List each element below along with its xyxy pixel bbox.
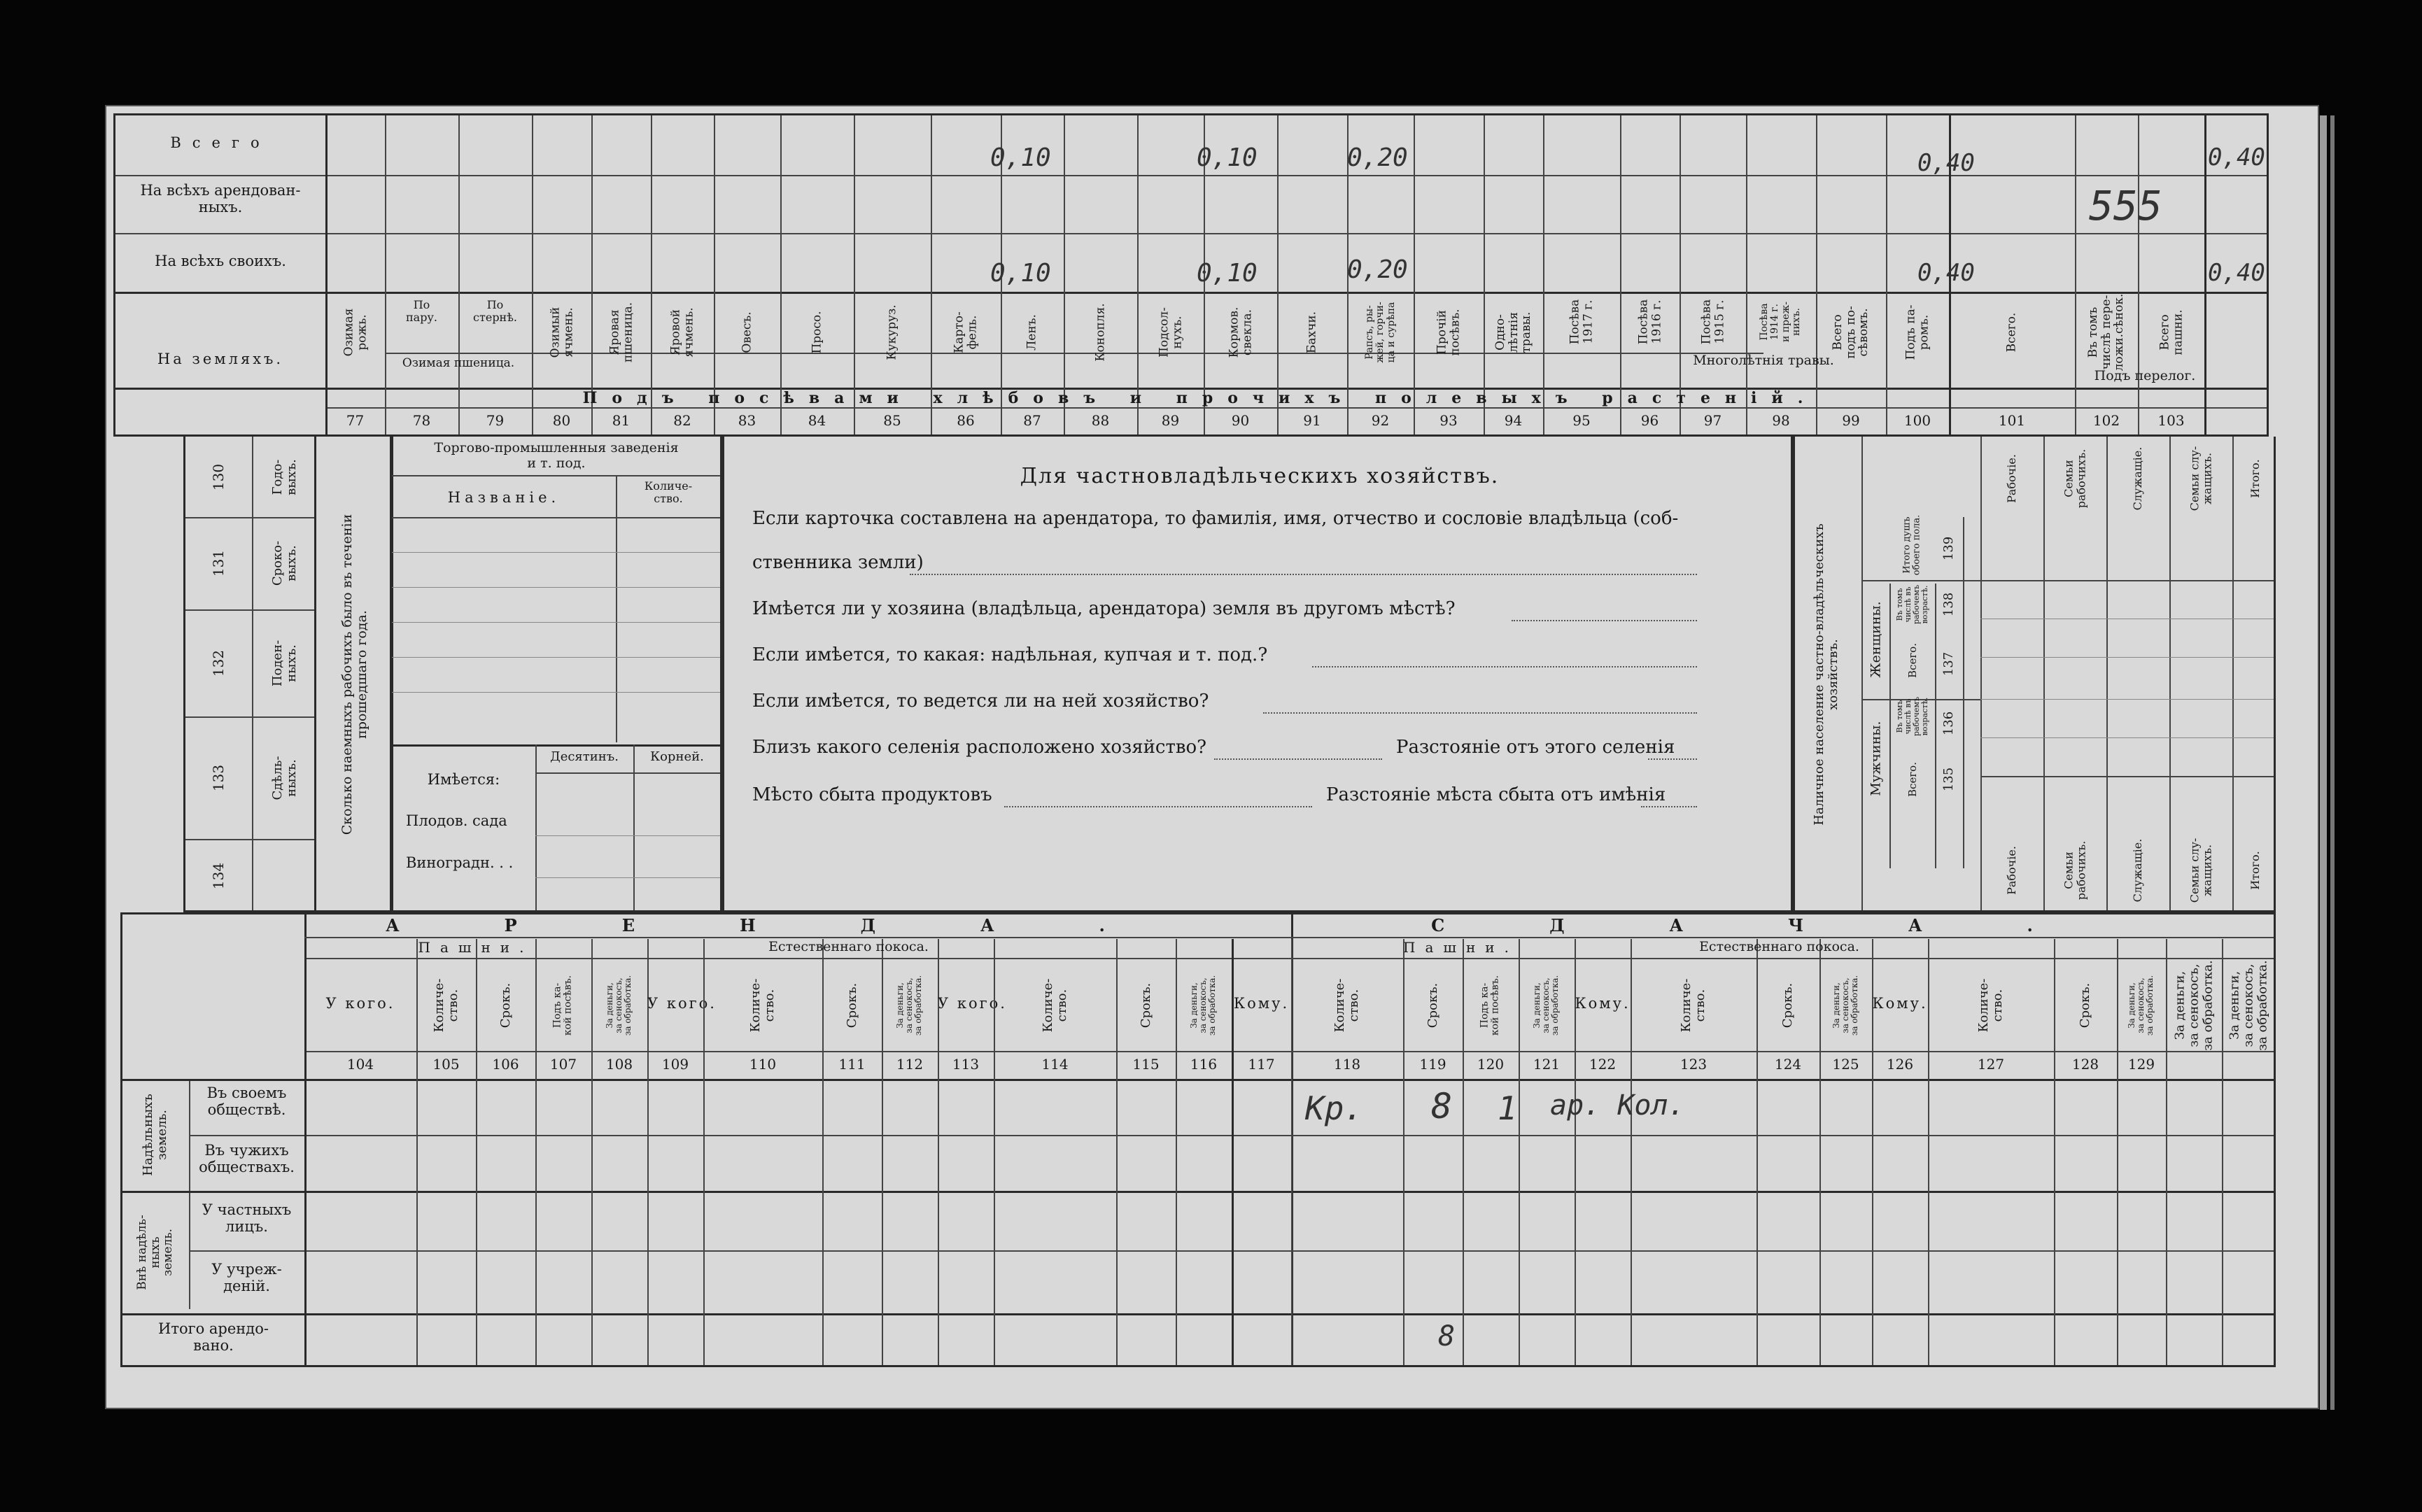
lease-num-118: 118 [1333, 1056, 1361, 1073]
hw-flax-own: 0,10 [1197, 259, 1258, 288]
col-label-100: Подъ па- ромъ. [1903, 304, 1931, 360]
row-private-persons: У частныхъ лицъ. [202, 1201, 292, 1236]
col-num-77: 77 [346, 412, 365, 429]
workers-block [183, 437, 316, 912]
col-num-79: 79 [486, 412, 505, 429]
worker-col-label-132: Поден- ныхъ. [270, 640, 299, 686]
q-village: Близъ какого селенія расположено хозяйство? [752, 737, 1207, 758]
col-label-78: По пару. [406, 298, 437, 325]
hw-komu: Кр. [1305, 1089, 1364, 1127]
col-num-95: 95 [1572, 412, 1591, 429]
hw-melons-own: 0,20 [1347, 255, 1408, 284]
col-num-96: 96 [1640, 412, 1659, 429]
page-edge-2 [2330, 115, 2335, 1410]
men-working-label: Въ томъ числѣ въ рабочемъ возрастѣ. [1894, 696, 1930, 737]
pokos-group-1: Естественнаго покоса. [1699, 939, 1859, 954]
allotment-group-label: Надѣльныхъ земель. [141, 1094, 169, 1176]
hw-sown-total: 0,40 [1917, 149, 1975, 177]
lease-header-112: За деньги, за сенокосъ, за обработка. [895, 975, 924, 1036]
lease-header-121: За деньги, за сенокосъ, за обработка. [1532, 975, 1561, 1036]
col-label-95: Посѣва 1917 г. [1568, 299, 1595, 345]
col-label-89: Подсол- нухъ. [1156, 307, 1184, 358]
col-label-90: Кормов. свекла. [1226, 306, 1254, 358]
col-num-83: 83 [738, 412, 756, 429]
women-label: Женщины. [1868, 601, 1884, 678]
lease-table [120, 912, 2276, 1367]
lease-num-115: 115 [1132, 1056, 1160, 1073]
q-village-distance: Разстояніе отъ этого селенія [1396, 737, 1675, 758]
lease-header-115: Срокъ. [1138, 982, 1153, 1029]
row-lands-label: На земляхъ. [157, 351, 284, 367]
lease-header-127: Количе- ство. [1976, 978, 2005, 1033]
lease-header-116: За деньги, за сенокосъ, за обработка. [1189, 975, 1218, 1036]
lease-header-110: Количе- ство. [748, 978, 777, 1033]
row-own-society: Въ своемъ обществѣ. [206, 1084, 287, 1119]
pop-col-top-4: Итого. [2248, 459, 2262, 498]
lease-num-113: 113 [952, 1056, 980, 1073]
col-num-93: 93 [1439, 412, 1458, 429]
fallow-group-label: Подъ перелог. [2094, 368, 2196, 383]
crops-table [113, 113, 2269, 437]
population-block [1793, 437, 2276, 912]
q-farming: Если имѣется, то ведется ли на ней хозяйство? [752, 691, 1209, 712]
trade-name-header: Названіе. [447, 489, 561, 506]
hw-potato-total: 0,10 [990, 143, 1051, 172]
col-num-102: 102 [2092, 412, 2120, 429]
row-own-label: На всѣхъ своихъ. [155, 253, 286, 269]
row-total-label: Всего [170, 134, 271, 151]
lease-num-111: 111 [838, 1056, 866, 1073]
col-label-91: Бахчи. [1304, 311, 1319, 354]
col-label-86: Карто- фель. [952, 311, 979, 353]
hw-plough-own: 0,40 [2208, 259, 2265, 287]
hw-plough-total: 0,40 [2208, 143, 2265, 171]
lease-header-124: Срокъ. [1780, 982, 1796, 1029]
col-136: 136 [1941, 711, 1957, 736]
col-num-97: 97 [1703, 412, 1722, 429]
population-label: Наличное население частно-владѣльческихъ хозяйствъ. [1812, 523, 1840, 826]
lease-num-110: 110 [749, 1056, 777, 1073]
pop-col-bottom-1: Семьи рабочихъ. [2062, 840, 2087, 900]
col-num-86: 86 [957, 412, 975, 429]
lease-header-undefined: За деньги, за сенокосъ, за обработка. [2226, 960, 2269, 1051]
col-label-99: Всего подъ по- сѣвомъ. [1830, 306, 1871, 359]
lease-num-128: 128 [2071, 1056, 2099, 1073]
col-label-96: Посѣва 1916 г. [1635, 299, 1663, 345]
lease-num-107: 107 [549, 1056, 577, 1073]
trade-title: Торгово-промышленныя заведенія и т. под. [434, 440, 679, 471]
col-138: 138 [1941, 592, 1957, 617]
pop-col-bottom-3: Семьи слу- жащихъ. [2188, 838, 2213, 903]
workers-total-label-box [316, 437, 393, 912]
grasses-group-label: Многолѣтнія травы. [1693, 353, 1834, 368]
col-num-92: 92 [1371, 412, 1390, 429]
desyat-header: Десятинъ. [550, 749, 619, 764]
row-total-leased: Итого арендо- вано. [158, 1320, 269, 1355]
arenda-title: АРЕНДА. [386, 915, 1210, 935]
col-label-102: Въ томъ числѣ пере- ложи.сѣнок. [2085, 293, 2127, 372]
col-label-88: Конопля. [1093, 303, 1108, 362]
col-label-94: Одно- лѣтнія травы. [1493, 311, 1533, 353]
q-market-distance: Разстояніе мѣста сбыта отъ имѣнія [1326, 784, 1666, 805]
pokos-group-0: Естественнаго покоса. [768, 939, 929, 954]
pop-col-top-3: Семьи слу- жащихъ. [2188, 446, 2213, 511]
lease-num-116: 116 [1190, 1056, 1218, 1073]
lease-header-129: За деньги, за сенокосъ, за обработка. [2127, 975, 2155, 1036]
lease-num-112: 112 [896, 1056, 924, 1073]
worker-col-label-130: Годо- выхъ. [270, 458, 299, 495]
private-estate-block [722, 437, 1793, 912]
q-owner-line2: ственника земли) [752, 552, 924, 573]
lease-num-104: 104 [346, 1056, 374, 1073]
lease-num-125: 125 [1832, 1056, 1859, 1073]
hw-potato-own: 0,10 [990, 259, 1051, 288]
lease-num-108: 108 [605, 1056, 633, 1073]
col-label-101: Всего. [2004, 312, 2019, 353]
lease-header-105: Количе- ство. [431, 978, 460, 1033]
col-num-84: 84 [808, 412, 826, 429]
worker-col-num-130: 130 [210, 463, 227, 490]
col-label-98: Посѣва 1914 г. и преж- нихъ. [1759, 302, 1803, 342]
trade-qty-header: Количе- ство. [644, 479, 693, 506]
row-other-societies: Въ чужихъ обществахъ. [199, 1142, 295, 1176]
lease-header-109: У кого. [647, 995, 717, 1012]
q-land-type: Если имѣется, то какая: надѣльная, купчая и т. под.? [752, 644, 1268, 665]
row-leased-label: На всѣхъ арендован- ныхъ. [140, 182, 301, 216]
women-total-label: Всего. [1906, 643, 1919, 678]
col-num-87: 87 [1023, 412, 1041, 429]
pop-col-bottom-2: Служащіе. [2131, 838, 2145, 903]
hw-sown-own: 0,40 [1917, 259, 1975, 287]
trade-block [390, 437, 722, 912]
lease-header-undefined: За деньги, за сенокосъ, за обработка. [2172, 960, 2215, 1051]
col-label-97: Посѣва 1915 г. [1698, 299, 1726, 345]
col-num-82: 82 [673, 412, 691, 429]
hw-flax-total: 0,10 [1197, 143, 1258, 172]
lease-num-119: 119 [1419, 1056, 1446, 1073]
col-num-90: 90 [1231, 412, 1250, 429]
lease-header-106: Срокъ. [498, 982, 513, 1029]
pashni-group-1: Пашни. [1403, 939, 1519, 956]
q-owner-line1: Если карточка составлена на арендатора, то фамилія, имя, отчество и сословіе владѣльца (соб- [752, 508, 1679, 529]
workers-total-label: Сколько наемныхъ рабочихъ было въ теченіи прошедшаго года. [339, 514, 369, 835]
lease-header-104: У кого. [325, 995, 395, 1012]
col-137: 137 [1941, 651, 1957, 677]
page-edge [2320, 115, 2327, 1410]
lease-header-108: За деньги, за сенокосъ, за обработка. [605, 975, 633, 1036]
col-num-101: 101 [1998, 412, 2026, 429]
hw-melons-total: 0,20 [1347, 143, 1408, 172]
korney-header: Корней. [650, 749, 704, 764]
has-label: Имѣется: [427, 771, 500, 788]
q-other-land: Имѣется ли у хозяина (владѣльца, арендатора) земля въ другомъ мѣстѣ? [752, 598, 1456, 619]
col-label-93: Прочій посѣвъ. [1435, 309, 1462, 356]
hw-qty: 8 [1431, 1086, 1453, 1126]
worker-col-num-133: 133 [210, 764, 227, 791]
total-persons-label: Итого душъ обоего пола. [1901, 514, 1922, 576]
worker-col-num-131: 131 [210, 549, 227, 577]
col-label-92: Рапсъ, ры- жей, горчи- ца и сурѣпа [1363, 302, 1397, 363]
vineyards-label: Виноградн. . . [406, 854, 514, 871]
lease-header-122: Кому. [1575, 995, 1631, 1012]
pop-col-bottom-0: Рабочіе. [2005, 846, 2019, 895]
col-num-80: 80 [552, 412, 571, 429]
pop-col-top-2: Служащіе. [2131, 446, 2145, 511]
orchards-label: Плодов. сада [406, 812, 507, 829]
col-num-91: 91 [1303, 412, 1321, 429]
col-label-85: Кукуруз. [885, 304, 899, 360]
lease-num-109: 109 [661, 1056, 689, 1073]
lease-header-120: Подъ ка- кой посѣвъ. [1479, 975, 1501, 1036]
lease-num-126: 126 [1886, 1056, 1914, 1073]
q-market: Мѣсто сбыта продуктовъ [752, 784, 992, 805]
col-num-81: 81 [612, 412, 631, 429]
lease-num-114: 114 [1041, 1056, 1069, 1073]
lease-header-114: Количе- ство. [1040, 978, 1069, 1033]
lease-num-127: 127 [1977, 1056, 2005, 1073]
col-num-99: 99 [1842, 412, 1860, 429]
col-num-85: 85 [883, 412, 901, 429]
lease-num-124: 124 [1774, 1056, 1802, 1073]
non-allotment-group-label: Внѣ надѣль- ныхъ земель. [134, 1215, 176, 1290]
worker-col-num-132: 132 [210, 649, 227, 677]
lease-num-122: 122 [1589, 1056, 1617, 1073]
col-label-79: По стернѣ. [473, 298, 517, 325]
lease-header-128: Срокъ. [2078, 982, 2093, 1029]
hw-crop: ар. Кол. [1550, 1089, 1685, 1122]
worker-col-num-134: 134 [210, 862, 227, 889]
col-num-100: 100 [1903, 412, 1931, 429]
men-label: Мужчины. [1868, 721, 1884, 796]
pashni-group-0: Пашни. [418, 939, 534, 956]
women-working-label: Въ томъ числѣ въ рабочемъ возрастѣ. [1894, 584, 1930, 625]
census-card [105, 105, 2319, 1409]
lease-num-121: 121 [1533, 1056, 1561, 1073]
crops-banner: Подъ посѣвами хлѣбовъ и прочихъ полевыхъ растеній. [582, 389, 1818, 407]
col-label-84: Просо. [810, 311, 824, 354]
lease-header-107: Подъ ка- кой посѣвъ. [551, 975, 574, 1036]
lease-num-123: 123 [1680, 1056, 1708, 1073]
lease-header-126: Кому. [1872, 995, 1928, 1012]
hw-total: 8 [1438, 1320, 1456, 1352]
col-label-87: Ленъ. [1025, 314, 1039, 351]
col-num-94: 94 [1504, 412, 1523, 429]
col-num-98: 98 [1772, 412, 1790, 429]
pop-col-top-1: Семьи рабочихъ. [2062, 448, 2087, 509]
col-label-82: Яровой ячмень. [668, 307, 696, 358]
worker-col-label-133: Сдѣль- ныхъ. [270, 755, 299, 800]
worker-col-label-131: Сроко- выхъ. [270, 540, 299, 586]
hw-fallow-note: 555 [2089, 182, 2162, 229]
col-135: 135 [1941, 767, 1957, 792]
pop-col-top-0: Рабочіе. [2005, 454, 2019, 503]
lease-header-111: Срокъ. [844, 982, 859, 1029]
lease-header-125: За деньги, за сенокосъ, за обработка. [1831, 975, 1860, 1036]
col-num-89: 89 [1161, 412, 1180, 429]
col-label-83: Овесъ. [740, 311, 754, 353]
col-num-88: 88 [1091, 412, 1110, 429]
col-label-103: Всего пашни. [2157, 309, 2185, 355]
col-label-80: Озимый ячмень. [547, 306, 575, 358]
lease-num-129: 129 [2127, 1056, 2155, 1073]
lease-num-105: 105 [432, 1056, 460, 1073]
hw-term: 1 [1498, 1089, 1517, 1127]
private-estate-title: Для частновладѣльческихъ хозяйствъ. [1020, 464, 1500, 488]
row-institutions: У учреж- деній. [211, 1261, 282, 1295]
lease-header-119: Срокъ. [1425, 982, 1440, 1029]
lease-header-117: Кому. [1233, 995, 1290, 1012]
col-num-78: 78 [412, 412, 431, 429]
lease-num-117: 117 [1248, 1056, 1275, 1073]
lease-num-120: 120 [1477, 1056, 1505, 1073]
col-label-77: Озимая рожь. [341, 308, 369, 357]
lease-header-113: У кого. [938, 995, 1007, 1012]
col-num-103: 103 [2157, 412, 2185, 429]
lease-header-118: Количе- ство. [1332, 978, 1361, 1033]
lease-num-106: 106 [492, 1056, 519, 1073]
pop-col-bottom-4: Итого. [2248, 851, 2262, 890]
wheat-group-label: Озимая пшеница. [402, 356, 515, 370]
sdacha-title: СДАЧА. [1431, 915, 2138, 935]
lease-header-123: Количе- ство. [1679, 978, 1708, 1033]
col-label-81: Яровая пшеница. [607, 302, 635, 363]
col-139: 139 [1941, 536, 1957, 561]
men-total-label: Всего. [1906, 762, 1919, 797]
